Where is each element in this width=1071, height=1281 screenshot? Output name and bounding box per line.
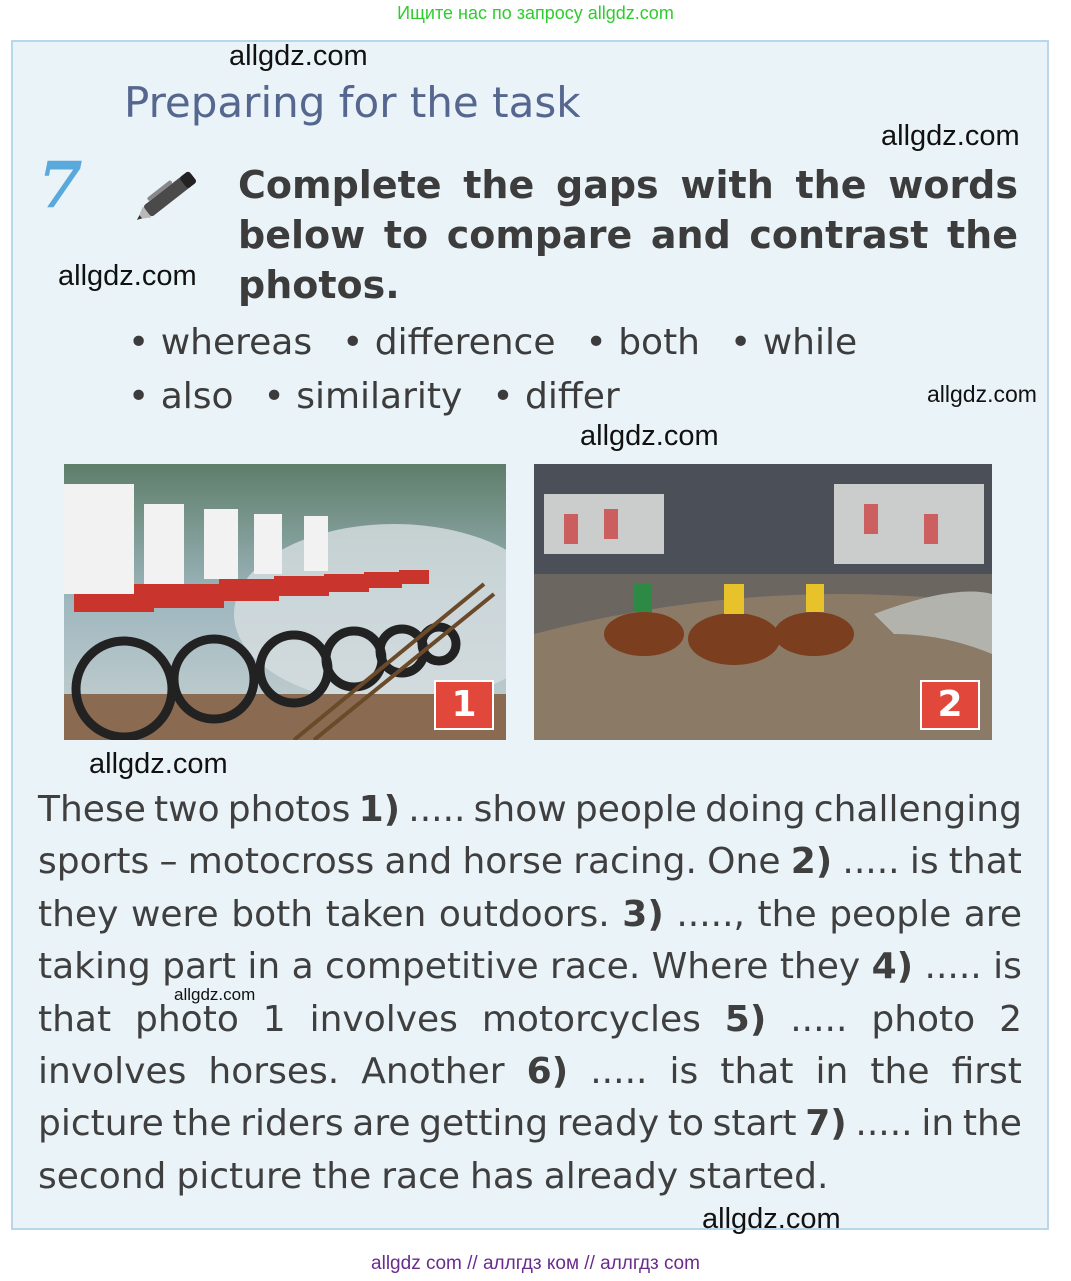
word-bank-item: • whereas	[128, 322, 312, 363]
word-bank-item: • difference	[342, 322, 555, 363]
word-bank-item: • similarity	[264, 376, 463, 417]
photo-badge: 2	[920, 680, 980, 730]
gap-blank: .....	[408, 789, 466, 830]
gap-blank: .....	[790, 998, 848, 1040]
passage-line: that photo 1 involves motorcycles 5) ..... photo 2	[38, 994, 1022, 1046]
watermark: allgdz.com	[927, 381, 1037, 407]
photo-motocross	[64, 464, 506, 740]
gap-number: 2)	[790, 841, 833, 883]
watermark: allgdz.com	[174, 985, 256, 1004]
passage-line: involves horses. Another 6) ..... is that in the first	[38, 1046, 1022, 1098]
passage-line: second picture the race has already started.	[38, 1155, 829, 1197]
pen-icon	[128, 158, 210, 234]
gap-number: 7)	[805, 1103, 847, 1145]
gap-number: 4)	[871, 946, 914, 988]
task-instruction: Complete the gaps with the words below to compare and contrast the photos.	[238, 163, 1018, 307]
gap-blank: .....	[590, 1051, 648, 1093]
watermark: allgdz.com	[881, 120, 1020, 152]
gap-blank: .....	[924, 946, 982, 988]
watermark: allgdz.com	[702, 1203, 841, 1235]
word-bank-item: • both	[586, 322, 701, 363]
passage-line: taking part in a competitive race. Where they 4) ..... is	[38, 941, 1022, 993]
word-bank-row-2	[128, 376, 620, 417]
passage-line: sports – motocross and horse racing. One 2) ..... is that	[38, 836, 1022, 888]
gap-blank: .....,	[676, 893, 745, 935]
top-banner-link[interactable]: Ищите нас по запросу allgdz.com	[397, 3, 674, 23]
word-bank-item: • differ	[492, 376, 619, 417]
watermark: allgdz.com	[580, 420, 719, 452]
watermark: allgdz.com	[89, 748, 228, 780]
gap-number: 1)	[358, 789, 401, 830]
word-bank-item: • while	[730, 322, 857, 363]
photo-horse-racing	[534, 464, 992, 740]
watermark: allgdz.com	[58, 260, 197, 292]
gap-blank: .....	[855, 1103, 913, 1145]
passage-line: These two photos 1) ..... show people doing challenging	[38, 784, 1022, 836]
footer-links[interactable]: allgdz com // аллгдз ком // аллгдз com	[371, 1253, 700, 1274]
photo-badge: 1	[434, 680, 494, 730]
passage-line: they were both taken outdoors. 3) ....., the people are	[38, 889, 1022, 941]
watermark: allgdz.com	[229, 40, 368, 72]
gap-number: 3)	[622, 893, 664, 935]
word-bank-item: • also	[128, 376, 234, 417]
gap-number: 6)	[526, 1051, 569, 1093]
passage-line: picture the riders are getting ready to start 7) ..... in the	[38, 1098, 1022, 1150]
gap-blank: .....	[842, 841, 900, 883]
section-title: Preparing for the task	[124, 78, 581, 127]
word-bank-row-1	[128, 322, 857, 363]
gap-number: 5)	[724, 998, 767, 1040]
task-number: 7	[38, 148, 83, 223]
